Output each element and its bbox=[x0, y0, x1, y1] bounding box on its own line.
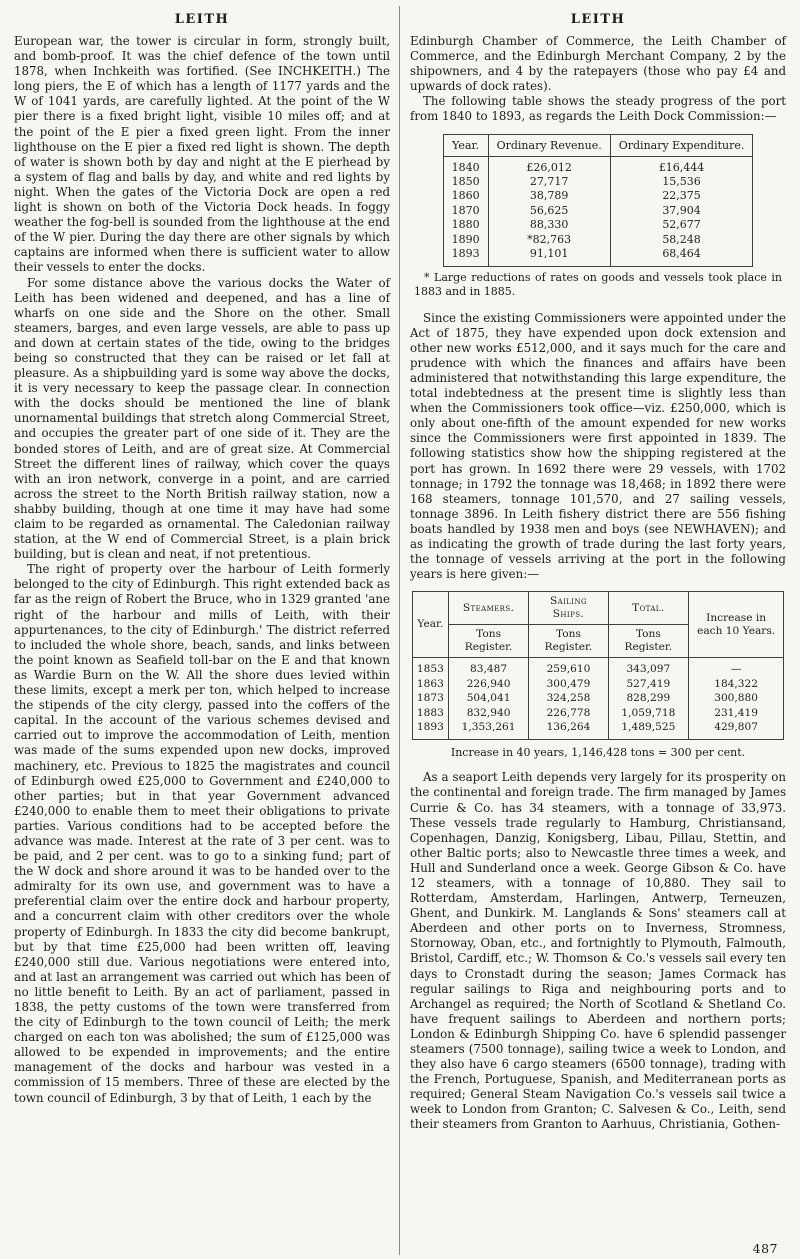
table-row bbox=[443, 204, 753, 218]
paragraph: The right of property over the harbour of Leith formerly belonged to the city of Edinburgh. This right extended back as far as the reign of Robert the Bruce, who in 1329 granted 'ane right of the harbour and mills of Leith, with their appurtenances, to the city of Edinburgh.' The district referred to included the whole shore, beach, sands, and links between the point known as Seafield toll-bar on the E and that known as Wardie Burn on the W. All the shore dues levied within these limits, except a merk per ton, which helped to increase the stipends of the city clergy, passed into the coffers of the capital. In the account of the various schemes devised and carried out to improve the accommodation of Leith, mention was made of the sums expended upon new docks, improved machinery, etc. Previous to 1825 the magistrates and council of Edinburgh owed £25,000 to Government and £240,000 to other parties; but in that year Government advanced £240,000 to enable them to meet their obligations to private parties. Various conditions had to be accepted before the advance was made. Interest at the rate of 3 per cent. was to be paid, and 2 per cent. was to go to a sinking fund; part of the W dock and shore around it was to be handed over to the admiralty for its own use, and government was to have a preferential claim over the entire dock and harbour property, and a concurrent claim with other creditors over the whole property of Edinburgh. In 1833 the city did become bankrupt, but by that time £25,000 had been written off, leaving £240,000 still due. Various negotiations were entered into, and at last an arrangement was carried out which has been of no little benefit to Leith. By an act of parliament, passed in 1838, the petty customs of the town were transferred from the city of Edinburgh to the town council of Leith; the merk charged on each ton was abolished; the sum of £125,000 was allowed to be expended in improvements; and the entire management of the docks and harbour was vested in a commission of 15 members. Three of these are elected by the town council of Edinburgh, 3 by that of Leith, 1 each by the bbox=[14, 562, 390, 1105]
paragraph: For some distance above the various docks the Water of Leith has been widened and deepened, and has a line of wharfs on one side and the Shore on the other. Small steamers, barges, and even large vessels, are able to pass up and down at certain states of the tide, owing to the bridges being so constructed that they can be raised or let fall at pleasure. As a shipbuilding yard is some way above the docks, it is very necessary to keep the passage clear. In connection with the docks should be mentioned the line of blank unornamental buildings that stretch along Commercial Street, and occupies the greater part of one side of it. They are the bonded stores of Leith, and are of great size. At Commercial Street the different lines of railway, which cover the quays with an iron network, converge in a point, and are carried across the street to the North British railway station, now a shabby building, though at one time it may have had some claim to be regarded as ornamental. The Caledonian railway station, at the W end of Commercial Street, is a plain brick building, but is clean and neat, if not pretentious. bbox=[14, 275, 390, 562]
table-cell: 91,101 bbox=[488, 247, 610, 267]
column-header-ordinary-expenditure: Ordinary Expenditure. bbox=[610, 134, 753, 156]
table-cell: 226,778 bbox=[529, 706, 608, 720]
table-cell: 1873 bbox=[412, 691, 448, 705]
column-header-sailing-ships: Sailing Ships. bbox=[529, 592, 608, 625]
paragraph: As a seaport Leith depends very largely for its prosperity on the continental and foreign trade. The firm managed by James Currie & Co. has 34 steamers, with a tonnage of 33,973. These vessels trade regularly to Hamburg, Christiansand, Copenhagen, Danzig, Konigsberg, Libau, Pillau, Stettin, and other Baltic ports; also to Newcastle three times a week, and Hull and Sunderland once a week. George Gibson & Co. have 12 steamers, with a tonnage of 10,880. They sail to Rotterdam, Amsterdam, Harlingen, Antwerp, Terneuzen, Ghent, and Dunkirk. M. Langlands & Sons' steamers call at Aberdeen and other ports on to Inverness, Stromness, Stornoway, Oban, etc., and fortnightly to Plymouth, Falmouth, Bristol, Cardiff, etc.; W. Thomson & Co.'s vessels sail every ten days to Cronstadt during the season; James Cormack has regular sailings to Riga and neighbouring ports and to Archangel as required; the North of Scotland & Shetland Co. have frequent sailings to Aberdeen and northern ports; London & Edinburgh Shipping Co. have 6 splendid passenger steamers (7500 tonnage), sailing twice a week to London, and they also have 6 cargo steamers (6500 tonnage), trading with the French, Portuguese, Spanish, and Mediterranean ports as required; General Steam Navigation Co.'s vessels sail twice a week to London from Granton; C. Salvesen & Co., Leith, send their steamers from Granton to Aarhuus, Christiania, Gothen- bbox=[410, 770, 786, 1132]
revenue-expenditure-table bbox=[443, 134, 754, 268]
left-column bbox=[10, 6, 400, 1255]
subheader-tons-register: Tons Register. bbox=[608, 625, 689, 658]
table-cell: 429,807 bbox=[689, 720, 784, 740]
table-cell: 38,789 bbox=[488, 189, 610, 203]
table-row bbox=[443, 156, 753, 175]
subheader-tons-register: Tons Register. bbox=[448, 625, 529, 658]
table-cell: 1870 bbox=[443, 204, 488, 218]
table-row bbox=[443, 233, 753, 247]
right-column-header: LEITH bbox=[570, 12, 626, 27]
table-cell: 22,375 bbox=[610, 189, 753, 203]
table-cell: 300,880 bbox=[689, 691, 784, 705]
table-cell: 37,904 bbox=[610, 204, 753, 218]
table-cell: 1840 bbox=[443, 156, 488, 175]
table-cell: 1853 bbox=[412, 658, 448, 677]
column-header-steamers: Steamers. bbox=[448, 592, 529, 625]
column-header-year: Year. bbox=[412, 592, 448, 658]
table-cell: *82,763 bbox=[488, 233, 610, 247]
table-cell: 828,299 bbox=[608, 691, 689, 705]
page-number: 487 bbox=[752, 1241, 778, 1256]
table-cell: 1,489,525 bbox=[608, 720, 689, 740]
tonnage-increase-summary: Increase in 40 years, 1,146,428 tons = 300 per cent. bbox=[450, 746, 746, 760]
table-cell: £16,444 bbox=[610, 156, 753, 175]
revenue-table-body bbox=[443, 156, 753, 267]
table-cell: 1,353,261 bbox=[448, 720, 529, 740]
table-cell: 56,625 bbox=[488, 204, 610, 218]
table-cell: 259,610 bbox=[529, 658, 608, 677]
table-cell: 1893 bbox=[443, 247, 488, 267]
table-cell: 231,419 bbox=[689, 706, 784, 720]
table-row bbox=[412, 720, 783, 740]
table-cell: 1850 bbox=[443, 175, 488, 189]
table-row bbox=[443, 175, 753, 189]
table-cell: 1860 bbox=[443, 189, 488, 203]
table-row bbox=[412, 691, 783, 705]
table-row bbox=[412, 706, 783, 720]
table-cell: 1863 bbox=[412, 677, 448, 691]
table-row bbox=[443, 247, 753, 267]
table-cell: 58,248 bbox=[610, 233, 753, 247]
paragraph: The following table shows the steady progress of the port from 1840 to 1893, as regards the Leith Dock Commission:— bbox=[410, 94, 786, 124]
table-header-row bbox=[443, 134, 753, 156]
table-cell: 15,536 bbox=[610, 175, 753, 189]
paragraph: Since the existing Commissioners were appointed under the Act of 1875, they have expended upon dock extension and other new works £512,000, and it says much for the care and prudence with which the finances and affairs have been administered that notwithstanding this large expenditure, the total indebtedness at the present time is slightly less than when the Commissioners took office—viz. £250,000, which is only about one-fifth of the amount expended for new works since the Commissioners were first appointed in 1839. The following statistics show how the shipping registered at the port has grown. In 1692 there were 29 vessels, with 1702 tonnage; in 1792 the tonnage was 18,468; in 1892 there were 168 steamers, tonnage 101,570, and 27 sailing vessels, tonnage 3896. In Leith fishery district there are 556 fishing boats handled by 1938 men and boys (see NEWHAVEN); and as indicating the growth of trade during the last forty years, the tonnage of vessels arriving at the port in the following years is here given:— bbox=[410, 310, 786, 582]
tonnage-table bbox=[412, 591, 784, 740]
table-cell: 1893 bbox=[412, 720, 448, 740]
table-cell: 832,940 bbox=[448, 706, 529, 720]
column-header-ordinary-revenue: Ordinary Revenue. bbox=[488, 134, 610, 156]
two-column-layout bbox=[10, 6, 790, 1255]
table-cell: 527,419 bbox=[608, 677, 689, 691]
table-cell: £26,012 bbox=[488, 156, 610, 175]
table-cell: 52,677 bbox=[610, 218, 753, 232]
table-cell: 136,264 bbox=[529, 720, 608, 740]
table-cell: 184,322 bbox=[689, 677, 784, 691]
table-cell: 83,487 bbox=[448, 658, 529, 677]
left-column-header: LEITH bbox=[174, 12, 230, 27]
table-cell: 1890 bbox=[443, 233, 488, 247]
table-cell: 1883 bbox=[412, 706, 448, 720]
table-row bbox=[412, 677, 783, 691]
subheader-tons-register: Tons Register. bbox=[529, 625, 608, 658]
table-row bbox=[412, 658, 783, 677]
table-cell: 324,258 bbox=[529, 691, 608, 705]
table-header-row bbox=[412, 592, 783, 625]
table-cell: 504,041 bbox=[448, 691, 529, 705]
revenue-table-footnote: * Large reductions of rates on goods and vessels took place in 1883 and in 1885. bbox=[414, 271, 782, 298]
column-header-year: Year. bbox=[443, 134, 488, 156]
table-cell: 1,059,718 bbox=[608, 706, 689, 720]
tonnage-table-body bbox=[412, 658, 783, 740]
table-row bbox=[443, 189, 753, 203]
table-cell: — bbox=[689, 658, 784, 677]
table-cell: 343,097 bbox=[608, 658, 689, 677]
table-cell: 300,479 bbox=[529, 677, 608, 691]
table-cell: 88,330 bbox=[488, 218, 610, 232]
right-column bbox=[400, 6, 790, 1255]
table-cell: 68,464 bbox=[610, 247, 753, 267]
table-row bbox=[443, 218, 753, 232]
table-cell: 1880 bbox=[443, 218, 488, 232]
paragraph: Edinburgh Chamber of Commerce, the Leith Chamber of Commerce, and the Edinburgh Merchant Company, 2 by the shipowners, and 4 by the ratepayers (those who pay £4 and upwards of dock rates). bbox=[410, 34, 786, 94]
table-cell: 27,717 bbox=[488, 175, 610, 189]
table-cell: 226,940 bbox=[448, 677, 529, 691]
column-header-total: Total. bbox=[608, 592, 689, 625]
paragraph: European war, the tower is circular in form, strongly built, and bomb-proof. It was the chief defence of the town until 1878, when Inchkeith was fortified. (See INCHKEITH.) The long piers, the E of which has a length of 1177 yards and the W of 1041 yards, are carefully lighted. At the point of the W pier there is a fixed bright light, visible 10 miles off; and at the point of the E pier a fixed green light. From the inner lighthouse on the E pier a fixed red light is shown. The depth of water is shown both by day and night at the E pierhead by a system of flag and balls by day, and white and red lights by night. When the gates of the Victoria Dock are open a red light is shown on both of the Victoria Dock heads. In foggy weather the fog-bell is sounded from the lighthouse at the end of the W pier. During the day there are other signals by which captains are informed when there is sufficient water to allow their vessels to enter the docks. bbox=[14, 34, 390, 275]
column-header-increase: Increase in each 10 Years. bbox=[689, 592, 784, 658]
